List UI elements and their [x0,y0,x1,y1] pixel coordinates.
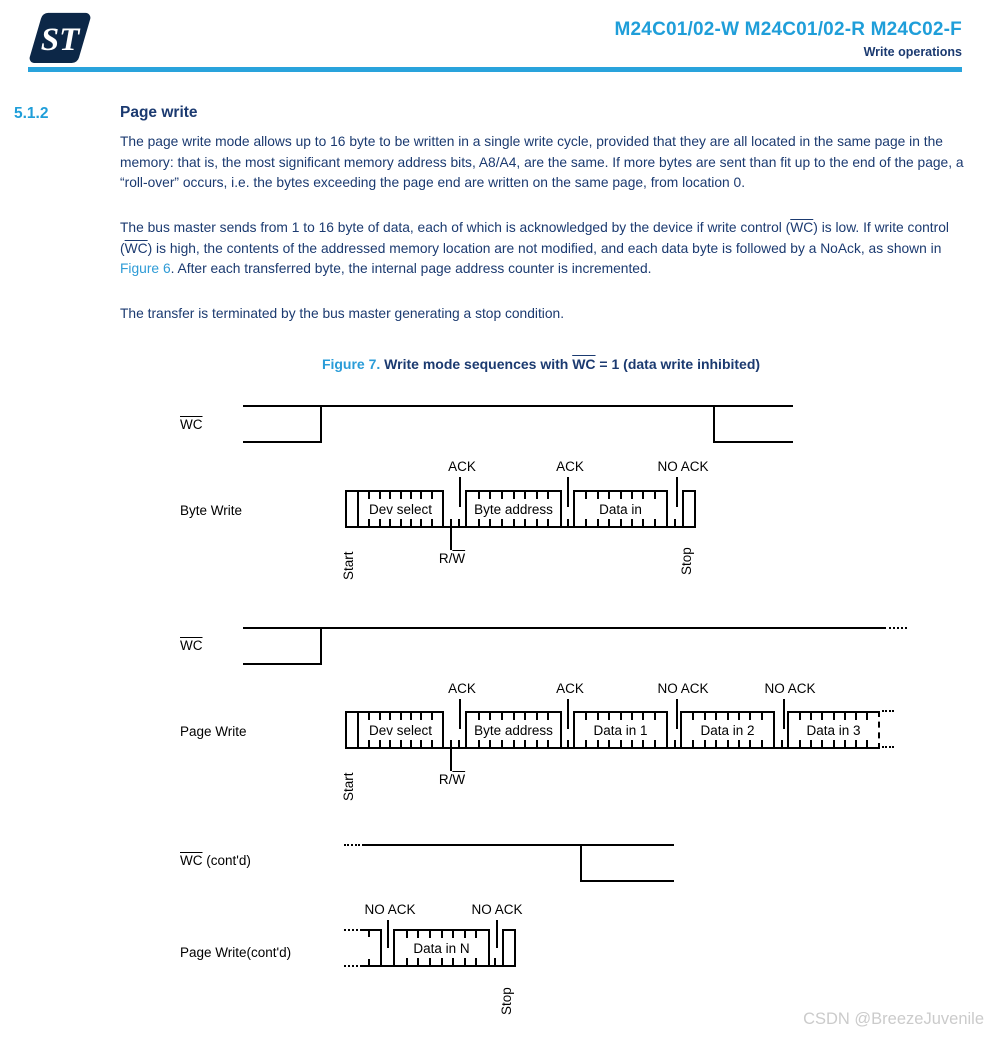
bit-tick [654,519,656,526]
stop-label: Stop [679,547,694,575]
bit-tick [389,519,391,526]
bit-tick [536,492,538,499]
bit-tick [441,931,443,938]
bit-tick [821,740,823,747]
no-ack-label: NO ACK [471,902,523,917]
bit-tick [379,519,381,526]
bit-tick [704,740,706,747]
bit-tick [855,740,857,747]
bit-tick [749,713,751,720]
bit-tick [368,740,370,747]
figure-caption-number: Figure 7. [321,356,381,372]
bit-tick [368,519,370,526]
bit-tick [704,713,706,720]
bit-tick [738,713,740,720]
page-write-contd-row-label: Page Write(cont'd) [180,945,292,960]
bit-tick [597,492,599,499]
bit-tick [821,713,823,720]
bit-tick [631,713,633,720]
bit-tick [654,713,656,720]
bit-tick [452,958,454,965]
bit-tick [547,492,549,499]
bit-tick [585,492,587,499]
no-ack-pointer [496,920,498,948]
bit-tick [524,740,526,747]
no-ack-pointer [676,477,678,507]
bit-tick [642,713,644,720]
bit-tick [761,740,763,747]
bit-tick [597,519,599,526]
bit-tick [567,740,569,748]
bit-tick [417,931,419,938]
dev-select-box: Dev select [357,711,444,749]
bit-tick [524,519,526,526]
bit-tick [642,519,644,526]
wc-overline-text: $\overline{WC}$ [790,220,814,235]
bit-tick [441,958,443,965]
bit-tick [368,959,370,967]
ack-pointer [459,477,461,507]
bit-tick [452,931,454,938]
bit-tick [368,929,370,937]
bit-tick [458,740,460,748]
bit-tick [400,713,402,720]
bit-tick [478,492,480,499]
st-logo [28,10,92,67]
p2-text: . After each transferred byte, the internal page address counter is incremented. [170,261,652,276]
bit-tick [420,519,422,526]
bit-tick [781,740,783,748]
bit-tick [501,740,503,747]
bit-tick [585,713,587,720]
wc-waveform-edge [320,405,322,443]
wc-waveform-high [243,405,793,407]
bit-tick [810,713,812,720]
st-logo-icon [28,10,92,67]
bit-tick [654,740,656,747]
bit-tick [620,713,622,720]
bit-tick [389,492,391,499]
bit-tick [501,519,503,526]
figure-caption-pre: Write mode sequences with [380,356,573,372]
header-rule [28,67,962,72]
bit-tick [489,713,491,720]
bit-tick [844,740,846,747]
bit-tick [608,519,610,526]
bit-tick [431,492,433,499]
bit-tick [379,740,381,747]
bit-tick [608,713,610,720]
bit-tick [431,740,433,747]
continuation-dots [344,965,358,967]
byte-address-box: Byte address [465,490,562,528]
bit-tick [429,958,431,965]
wc-waveform-high [362,844,674,846]
data-in-n-box: Data in N [393,929,490,967]
wc-waveform-low [713,441,793,443]
partial-box-top [360,929,382,931]
bit-tick [799,713,801,720]
bit-tick [368,713,370,720]
bit-tick [501,713,503,720]
bit-tick [597,740,599,747]
bit-tick [431,519,433,526]
wc-contd-signal-label: $\overline{WC}$ (cont'd) [180,853,251,868]
bit-tick [585,740,587,747]
bit-tick [620,492,622,499]
ack-label: ACK [448,459,476,474]
no-ack-label: NO ACK [657,459,709,474]
ack-label: ACK [556,459,584,474]
bit-tick [478,740,480,747]
no-ack-pointer [783,699,785,729]
partial-box-edge [380,929,382,967]
wc-waveform-low [580,880,674,882]
ack-label: ACK [448,681,476,696]
bit-tick [727,740,729,747]
bit-tick [833,713,835,720]
bit-tick [410,740,412,747]
bit-tick [536,713,538,720]
no-ack-label: NO ACK [764,681,816,696]
bit-tick [799,740,801,747]
bit-tick [642,740,644,747]
bit-tick [866,740,868,747]
bit-tick [406,958,408,965]
ack-pointer [567,477,569,507]
wc-waveform-high [243,627,886,629]
continuation-dots [344,929,358,931]
paragraph-1: The page write mode allows up to 16 byte to be written in a single write cycle, provided that they are all located in the same page in the memory: that is, the most significant memory address bits, A8/A4, are the same. If more bytes are sent than fit up to the end of the page, a “roll-over” occurs, i.e. the bytes exceeding the page end are written on the same page, from location 0. [120,134,964,190]
byte-address-box: Byte address [465,711,562,749]
continuation-dots [882,746,894,748]
bit-tick [400,519,402,526]
bit-tick [458,519,460,527]
bit-tick [410,519,412,526]
data-in-box: Data in [573,490,668,528]
ack-pointer [567,699,569,729]
rw-label: $R/\overline{W}$ [438,551,466,566]
bit-tick [400,492,402,499]
bit-gap-line [442,526,467,528]
ack-pointer [459,699,461,729]
start-label: Start [341,551,356,580]
paragraph-2 [120,218,965,280]
bit-tick [420,740,422,747]
wc-waveform-low [243,663,322,665]
wc-signal-label: $\overline{WC}$ [180,638,203,653]
bit-tick [585,519,587,526]
bit-tick [692,713,694,720]
no-ack-pointer [387,920,389,948]
bit-tick [489,519,491,526]
bit-tick [631,740,633,747]
p2-text: ) is high, the contents of the addressed memory location are not modified, and each data byte is followed by a NoAck, as shown in [147,240,942,256]
bit-tick [389,713,391,720]
bit-tick [513,713,515,720]
page-write-row-label: Page Write [180,724,247,739]
bit-tick [368,492,370,499]
bit-tick [475,931,477,938]
bit-tick [489,740,491,747]
section-number: 5.1.2 [14,105,49,122]
bit-tick [738,740,740,747]
bit-tick [597,713,599,720]
rw-label: $R/\overline{W}$ [438,772,466,787]
paragraph-3: The transfer is terminated by the bus master generating a stop condition. [120,306,565,321]
bit-tick [478,519,480,526]
watermark: CSDN @BreezeJuvenile [803,1010,984,1028]
bit-tick [536,519,538,526]
bit-tick [524,713,526,720]
byte-write-row-label: Byte Write [180,503,243,518]
bit-tick [513,740,515,747]
bit-tick [715,740,717,747]
start-label: Start [341,772,356,801]
bit-tick [547,519,549,526]
bit-tick [844,713,846,720]
bit-tick [833,740,835,747]
bit-tick [420,492,422,499]
bit-tick [727,713,729,720]
bit-tick [547,740,549,747]
bit-tick [400,740,402,747]
bit-tick [475,958,477,965]
bit-tick [692,740,694,747]
wc-signal-label: $\overline{WC}$ [180,417,203,432]
bit-tick [478,713,480,720]
bit-tick [513,519,515,526]
bit-tick [464,958,466,965]
bit-tick [654,492,656,499]
dev-select-box: Dev select [357,490,444,528]
bit-tick [674,740,676,748]
wc-overline-text: $\overline{WC}$ [572,356,596,372]
bit-tick [715,713,717,720]
wc-waveform-edge [320,627,322,665]
bit-tick [620,740,622,747]
no-ack-label: NO ACK [657,681,709,696]
no-ack-pointer [676,699,678,729]
bit-tick [389,740,391,747]
bit-tick [749,740,751,747]
bit-tick [631,492,633,499]
bit-gap-line [442,747,467,749]
partial-box-bottom [360,965,382,967]
p2-text: ) is low. If write control ( [120,220,949,256]
ack-label: ACK [556,681,584,696]
data-in-3-box: Data in 3 [787,711,880,749]
bit-tick [417,958,419,965]
bit-tick [431,713,433,720]
bit-tick [608,740,610,747]
bit-tick [642,492,644,499]
bit-tick [450,519,452,527]
no-ack-label: NO ACK [364,902,416,917]
bit-tick [631,519,633,526]
stop-bit-box [502,929,516,967]
bit-tick [429,931,431,938]
wc-waveform-edge [580,844,582,882]
bit-tick [464,931,466,938]
bit-tick [761,713,763,720]
bit-tick [674,519,676,527]
bit-tick [547,713,549,720]
stop-bit-box [682,490,696,528]
bit-tick [501,492,503,499]
bit-tick [866,713,868,720]
bit-tick [810,740,812,747]
bit-tick [567,519,569,527]
document-subtitle: Write operations [863,45,962,59]
bit-tick [489,492,491,499]
bit-tick [420,713,422,720]
continuation-dots [882,710,894,712]
bit-tick [379,713,381,720]
bit-tick [406,931,408,938]
rw-pointer [450,528,452,550]
bit-tick [450,740,452,748]
bit-tick [513,492,515,499]
bit-tick [494,958,496,966]
figure-caption-post: = 1 (data write inhibited) [595,356,761,372]
rw-pointer [450,749,452,771]
svg-text:ST: ST [40,22,80,59]
figure-caption [120,356,962,372]
bit-tick [410,492,412,499]
section-title: Page write [120,104,198,121]
figure-6-link[interactable]: Figure 6 [120,261,171,276]
wc-overline-text: $\overline{WC}$ [124,240,148,256]
bit-tick [608,492,610,499]
wc-waveform-edge [713,405,715,443]
data-in-1-box: Data in 1 [573,711,668,749]
document-title: M24C01/02-W M24C01/02-R M24C02-F [614,19,962,40]
bit-tick [620,519,622,526]
stop-label: Stop [499,987,514,1015]
wc-waveform-low [243,441,322,443]
bit-tick [855,713,857,720]
bit-tick [410,713,412,720]
continuation-dots [344,844,360,846]
data-in-2-box: Data in 2 [680,711,775,749]
continuation-dots [889,627,907,629]
bit-tick [536,740,538,747]
bit-tick [379,492,381,499]
p2-text: The bus master sends from 1 to 16 byte of data, each of which is acknowledged by the device if write control ( [120,220,791,235]
bit-tick [524,492,526,499]
